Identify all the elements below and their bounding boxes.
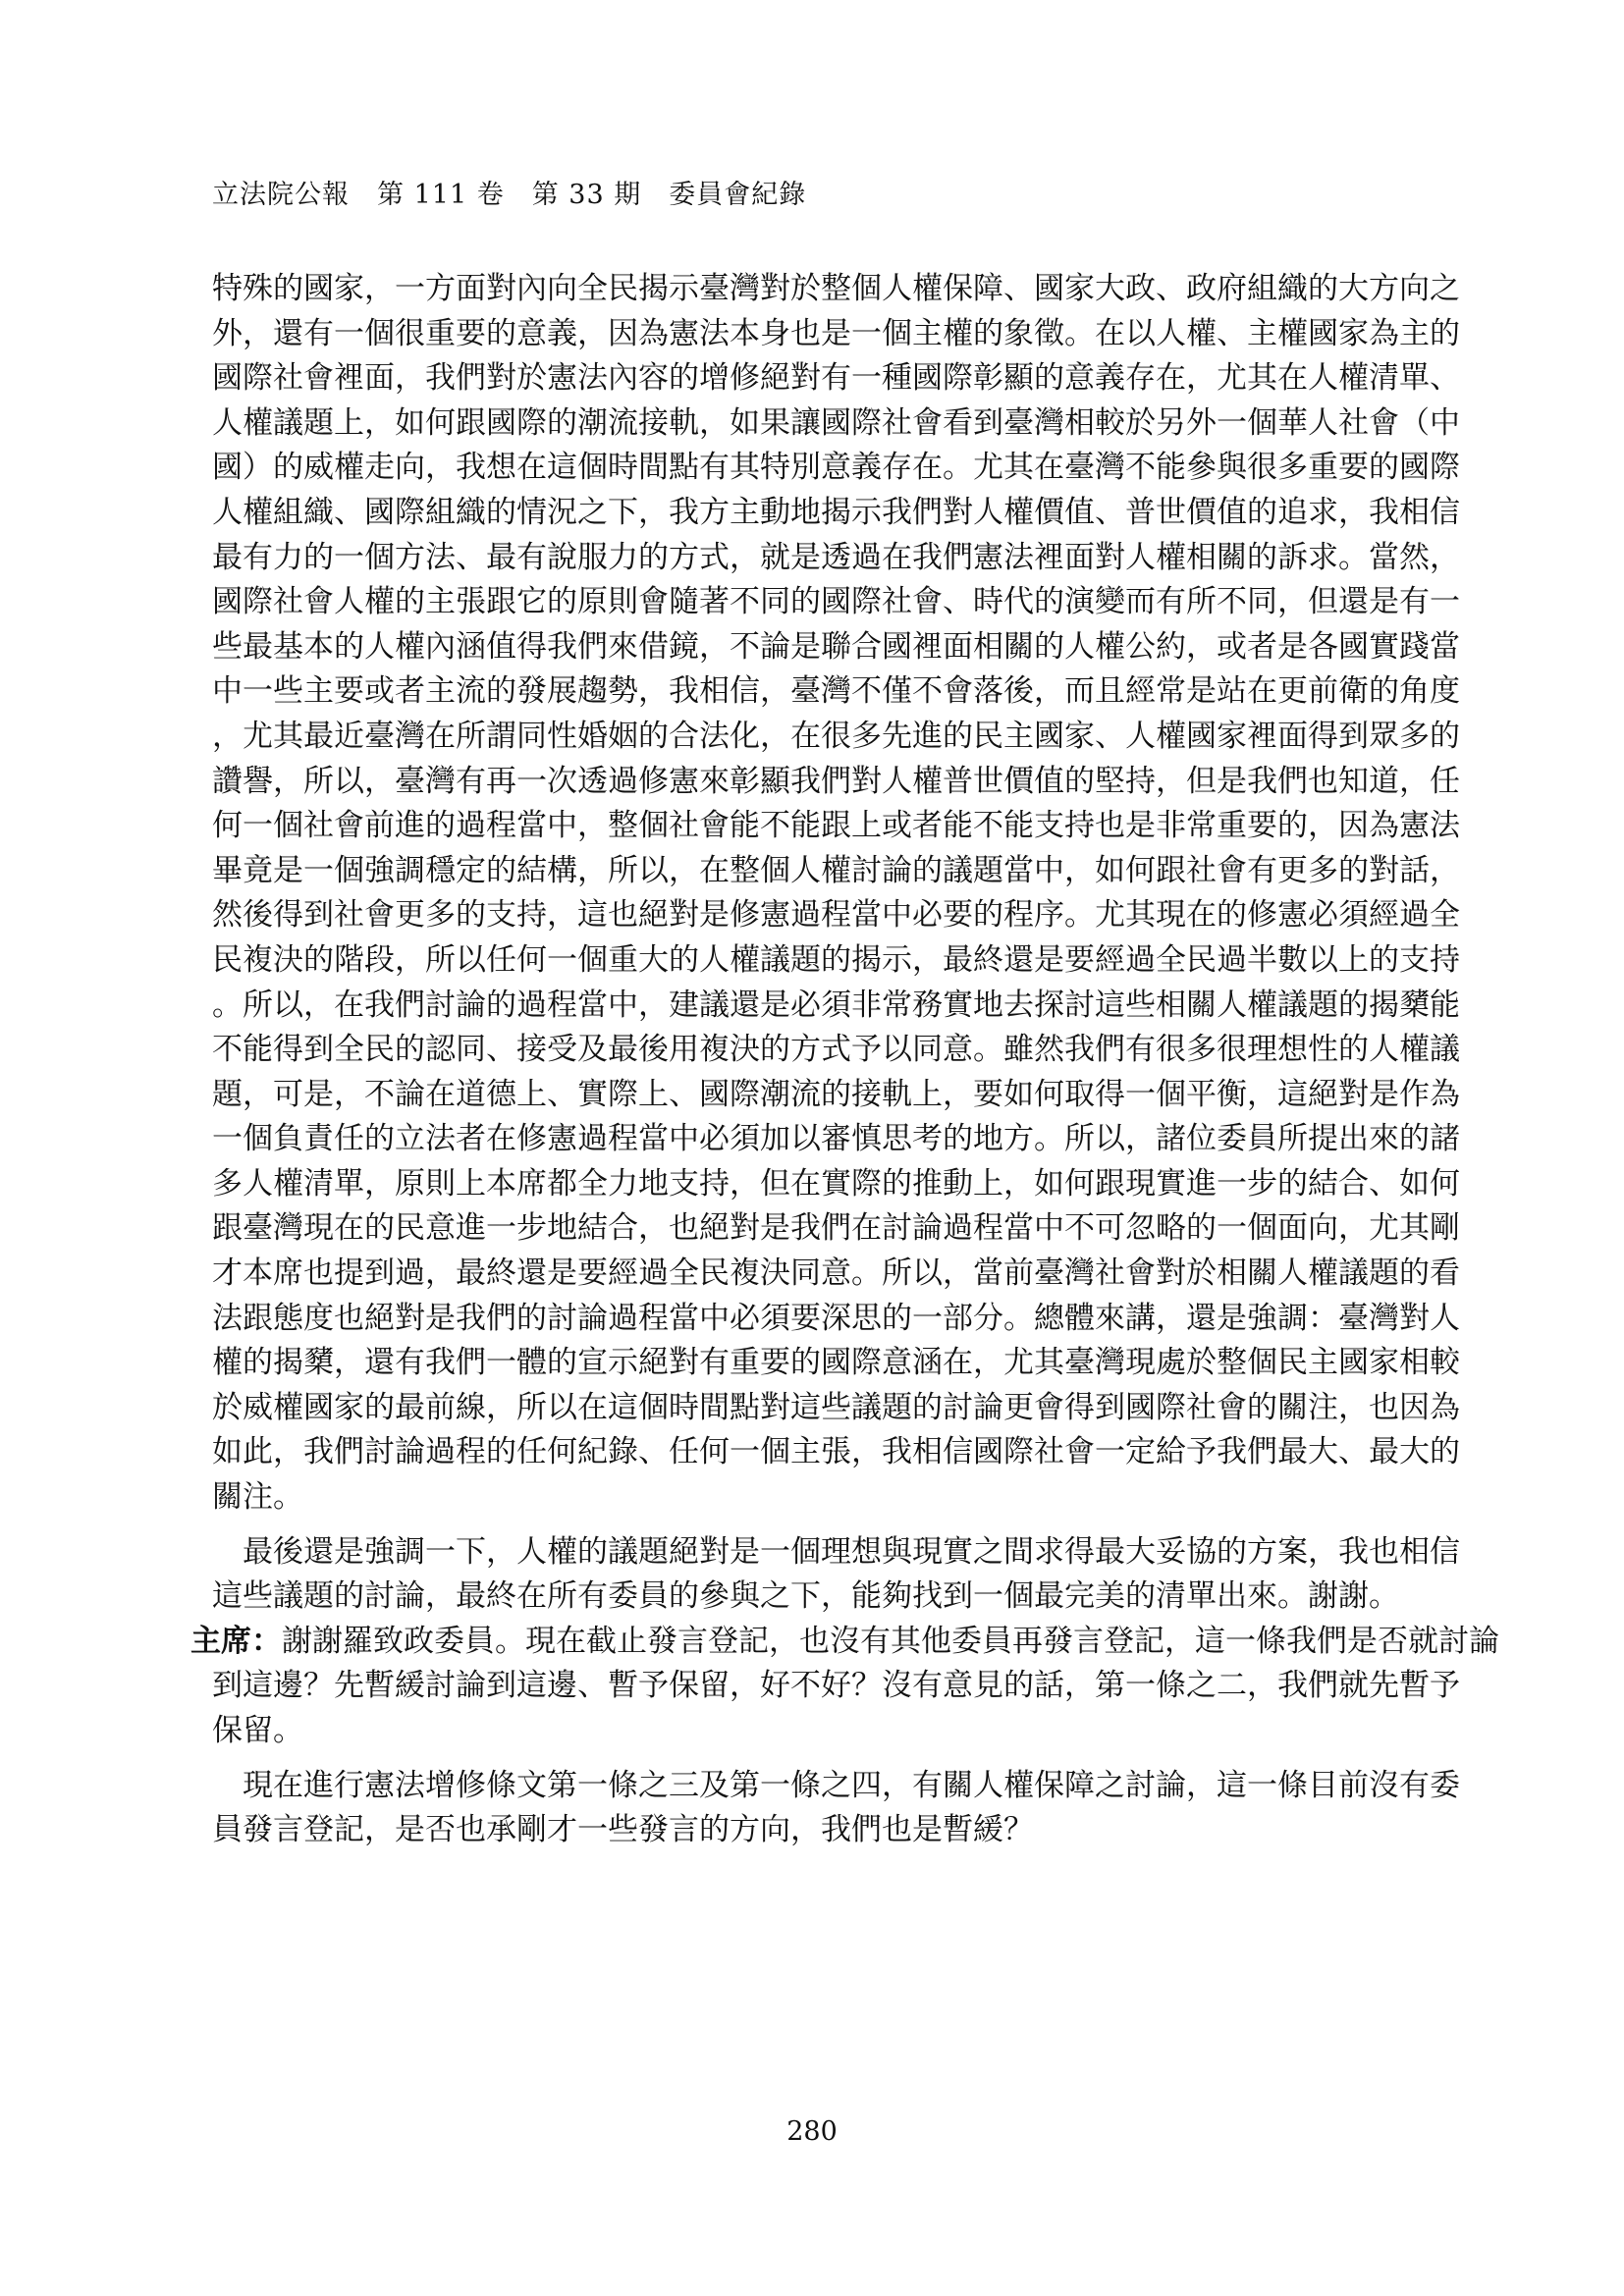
page-number: 280: [786, 2116, 838, 2147]
text-line: 一個負責任的立法者在修憲過程當中必須加以審慎思考的地方。所以，諸位委員所提出來的諸: [212, 1121, 1460, 1157]
text-line: 國）的威權走向，我想在這個時間點有其特別意義存在。尤其在臺灣不能參與很多重要的國際: [212, 450, 1460, 486]
text-line: 外，還有一個很重要的意義，因為憲法本身也是一個主權的象徵。在以人權、主權國家為主的: [212, 315, 1460, 351]
speaker-text: 謝謝羅致政委員。現在截止發言登記，也沒有其他委員再發言登記，這一條我們是否就討論: [282, 1623, 1499, 1659]
text-line: 。所以，在我們討論的過程當中，建議還是必須非常務實地去探討這些相關人權議題的揭櫫能: [212, 987, 1460, 1023]
text-line: 於威權國家的最前線，所以在這個時間點對這些議題的討論更會得到國際社會的關注，也因為: [212, 1389, 1460, 1425]
text-line: 題，可是，不論在道德上、實際上、國際潮流的接軌上，要如何取得一個平衡，這絕對是作為: [212, 1076, 1460, 1112]
text-line: 然後得到社會更多的支持，這也絕對是修憲過程當中必要的程序。尤其現在的修憲必須經過全: [212, 897, 1460, 934]
text-line: 特殊的國家，一方面對內向全民揭示臺灣對於整個人權保障、國家大政、政府組織的大方向之: [212, 271, 1460, 306]
chair-remarks: [190, 1620, 1499, 1754]
text-line: 跟臺灣現在的民意進一步地結合，也絕對是我們在討論過程當中不可忽略的一個面向，尤其剛: [212, 1210, 1460, 1247]
speaker-label: 主席：: [190, 1623, 282, 1659]
text-line: 讚譽，所以，臺灣有再一次透過修憲來彰顯我們對人權普世價值的堅持，但是我們也知道，任: [212, 763, 1460, 799]
text-line: 多人權清單，原則上本席都全力地支持，但在實際的推動上，如何跟現實進一步的結合、如何: [212, 1165, 1460, 1201]
text-line: 現在進行憲法增修條文第一條之三及第一條之四，有關人權保障之討論，這一條目前沒有委: [212, 1767, 1460, 1803]
text-line: 關注。: [212, 1479, 303, 1516]
paragraph-1: [212, 267, 1460, 1521]
text-line: 國際社會人權的主張跟它的原則會隨著不同的國際社會、時代的演變而有所不同，但還是有一: [212, 584, 1460, 620]
text-line: 中一些主要或者主流的發展趨勢，我相信，臺灣不僅不會落後，而且經常是站在更前衛的角度: [212, 673, 1460, 710]
text-line: 不能得到全民的認同、接受及最後用複決的方式予以同意。雖然我們有很多很理想性的人權議: [212, 1032, 1460, 1068]
running-header: 立法院公報 第 111 卷 第 33 期 委員會紀錄: [212, 180, 807, 210]
text-line: 人權議題上，如何跟國際的潮流接軌，如果讓國際社會看到臺灣相較於另外一個華人社會（中: [212, 404, 1460, 441]
text-line: 員發言登記，是否也承剛才一些發言的方向，我們也是暫緩？: [212, 1812, 1034, 1848]
text-line: 這些議題的討論，最終在所有委員的參與之下，能夠找到一個最完美的清單出來。謝謝。: [212, 1578, 1399, 1615]
text-line: 何一個社會前進的過程當中，整個社會能不能跟上或者能不能支持也是非常重要的，因為憲法: [212, 808, 1460, 844]
text-line: 保留。: [212, 1713, 303, 1748]
text-line: 最後還是強調一下，人權的議題絕對是一個理想與現實之間求得最大妥協的方案，我也相信: [212, 1533, 1460, 1570]
text-line: 權的揭櫫，還有我們一體的宣示絕對有重要的國際意涵在，尤其臺灣現處於整個民主國家相較: [212, 1345, 1460, 1381]
text-line: 到這邊？先暫緩討論到這邊、暫予保留，好不好？沒有意見的話，第一條之二，我們就先暫予: [212, 1668, 1460, 1704]
text-line: 最有力的一個方法、最有說服力的方式，就是透過在我們憲法裡面對人權相關的訴求。當然，: [212, 539, 1460, 575]
paragraph-gap: [212, 1754, 1430, 1764]
text-line: 民複決的階段，所以任何一個重大的人權議題的揭示，最終還是要經過全民過半數以上的支持: [212, 941, 1460, 978]
text-line: 法跟態度也絕對是我們的討論過程當中必須要深思的一部分。總體來講，還是強調：臺灣對人: [212, 1300, 1460, 1336]
paragraph-2: [212, 1530, 1460, 1620]
text-line: 國際社會裡面，我們對於憲法內容的增修絕對有一種國際彰顯的意義存在，尤其在人權清單、: [212, 360, 1460, 397]
text-line: 些最基本的人權內涵值得我們來借鏡，不論是聯合國裡面相關的人權公約，或者是各國實踐當: [212, 628, 1460, 665]
speaker-line: [190, 1620, 1499, 1665]
text-line: 才本席也提到過，最終還是要經過全民複決同意。所以，當前臺灣社會對於相關人權議題的看: [212, 1255, 1460, 1292]
paragraph-gap: [212, 1521, 1430, 1530]
text-line: ，尤其最近臺灣在所謂同性婚姻的合法化，在很多先進的民主國家、人權國家裡面得到眾多的: [212, 718, 1460, 754]
paragraph-3: [212, 1764, 1460, 1853]
document-body: [190, 267, 1499, 1853]
text-line: 人權組織、國際組織的情況之下，我方主動地揭示我們對人權價值、普世價值的追求，我相信: [212, 494, 1460, 530]
text-line: 如此，我們討論過程的任何紀錄、任何一個主張，我相信國際社會一定給予我們最大、最大的: [212, 1434, 1460, 1470]
text-line: 畢竟是一個強調穩定的結構，所以，在整個人權討論的議題當中，如何跟社會有更多的對話，: [212, 852, 1460, 888]
